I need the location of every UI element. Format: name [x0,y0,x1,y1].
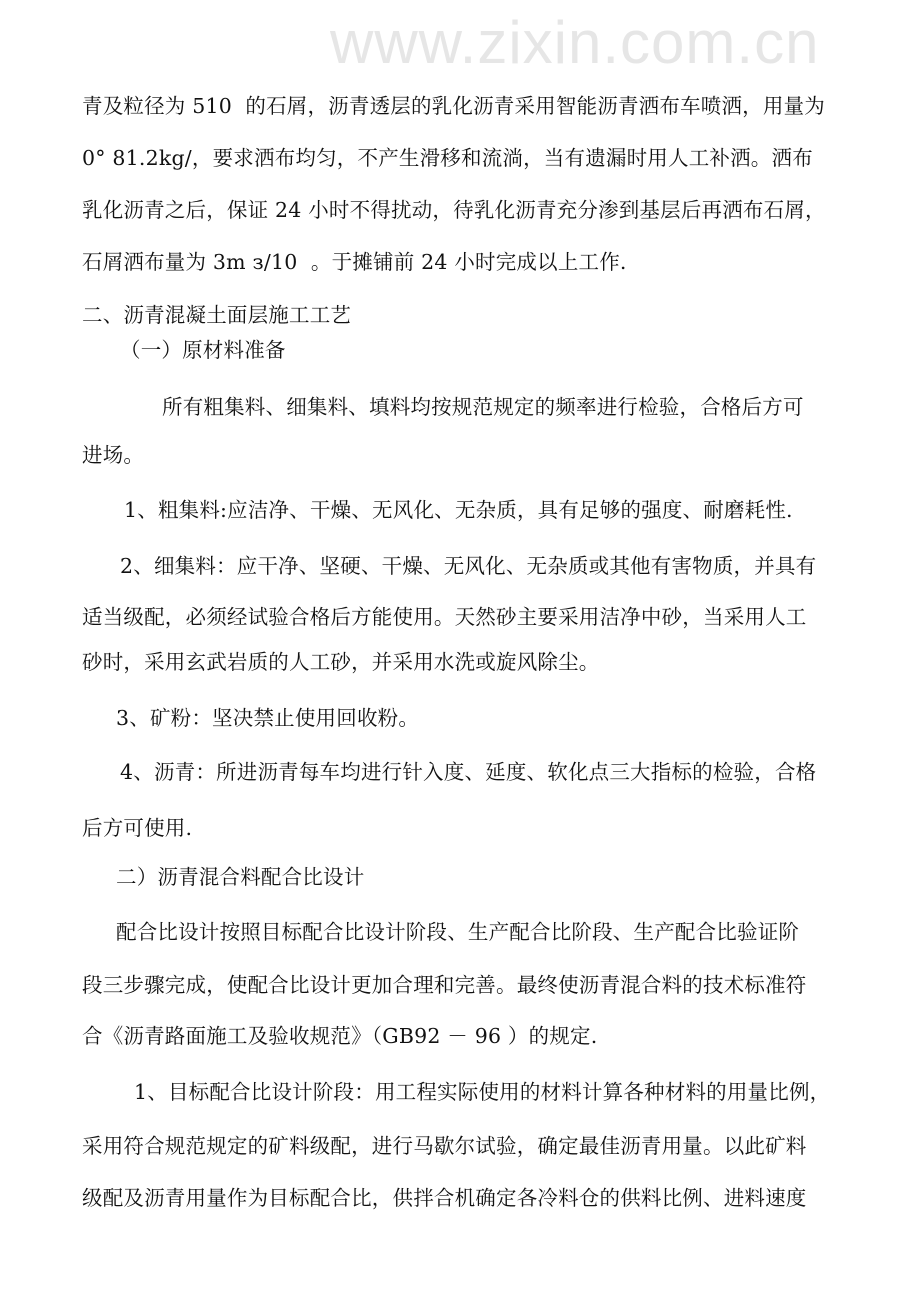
subsection-heading: （一）原材料准备 [120,338,286,362]
paragraph-line: 适当级配，必须经试验合格后方能使用。天然砂主要采用洁净中砂，当采用人工 [82,605,807,629]
paragraph-line: 段三步骤完成，使配合比设计更加合理和完善。最终使沥青混合料的技术标准符 [82,973,807,997]
list-item: 2、细集料：应干净、坚硬、干燥、无风化、无杂质或其他有害物质，并具有 [120,554,817,578]
paragraph-line: 青及粒径为 510 的石屑，沥青透层的乳化沥青采用智能沥青洒布车喷洒，用量为 [82,94,825,118]
paragraph-line: 砂时，采用玄武岩质的人工砂，并采用水洗或旋风除尘。 [82,650,600,674]
watermark: www.zixin.com.cn [330,9,820,76]
paragraph-line: 乳化沥青之后，保证 24 小时不得扰动，待乳化沥青充分渗到基层后再洒布石屑， [82,198,826,222]
list-item: 3、矿粉：坚决禁止使用回收粉。 [116,706,420,730]
paragraph-line: 合《沥青路面施工及验收规范》（GB92 － 96 ）的规定. [82,1024,598,1048]
list-item: 4、沥青：所进沥青每车均进行针入度、延度、软化点三大指标的检验，合格 [120,760,817,784]
paragraph-line: 进场。 [82,443,145,467]
paragraph-line: 所有粗集料、细集料、填料均按规范规定的频率进行检验，合格后方可 [162,395,804,419]
paragraph-line: 0° 81.2kg/，要求洒布均匀，不产生滑移和流淌，当有遗漏时用人工补洒。洒布 [82,146,813,170]
paragraph-line: 后方可使用. [82,816,193,840]
section-heading: 二、沥青混凝土面层施工工艺 [82,303,352,327]
paragraph-line: 配合比设计按照目标配合比设计阶段、生产配合比阶段、生产配合比验证阶 [116,920,800,944]
list-item: 1、目标配合比设计阶段：用工程实际使用的材料计算各种材料的用量比例， [134,1080,831,1104]
list-item: 1、粗集料:应洁净、干燥、无风化、无杂质，具有足够的强度、耐磨耗性. [124,498,793,522]
paragraph-line: 采用符合规范规定的矿料级配，进行马歇尔试验，确定最佳沥青用量。以此矿料 [82,1134,807,1158]
paragraph-line: 级配及沥青用量作为目标配合比，供拌合机确定各冷料仓的供料比例、进料速度 [82,1186,807,1210]
subsection-heading: 二）沥青混合料配合比设计 [116,865,365,889]
paragraph-line: 石屑洒布量为 3m з/10 。于摊铺前 24 小时完成以上工作. [82,250,627,274]
